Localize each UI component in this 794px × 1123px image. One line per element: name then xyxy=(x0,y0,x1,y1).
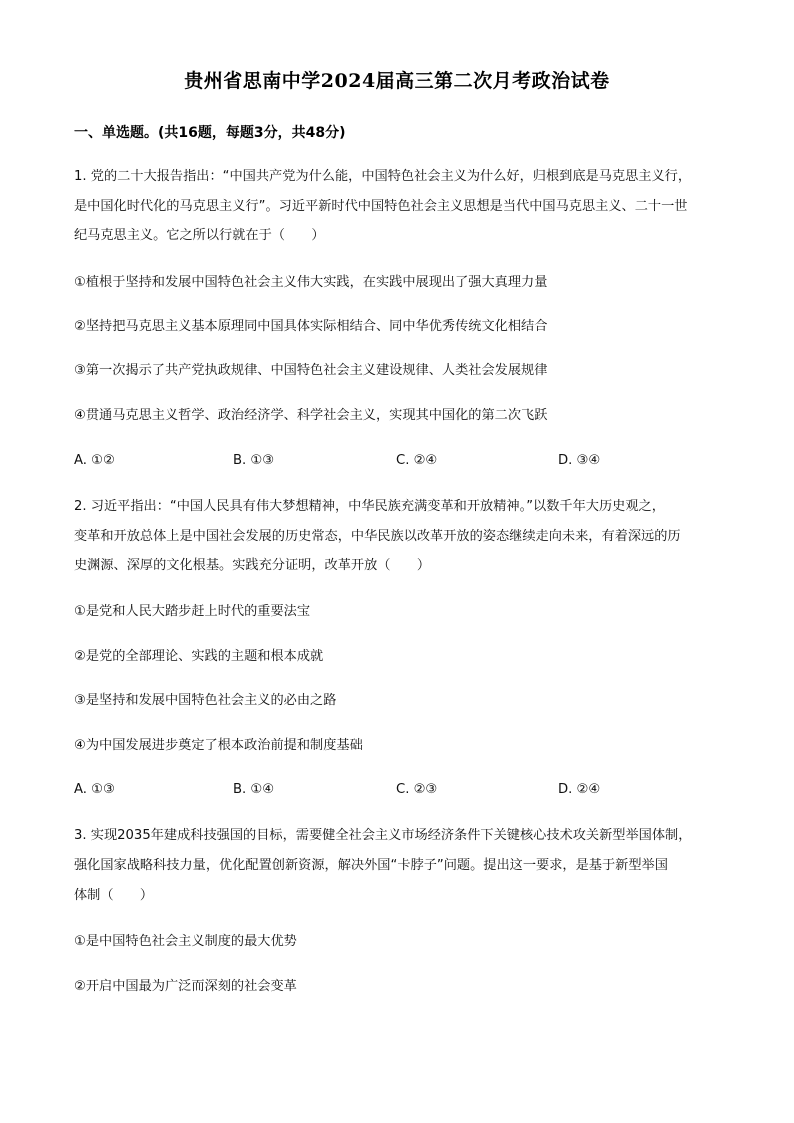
question-2-stem-line-3: 史渊源、深厚的文化根基。实践充分证明，改革开放（ ） xyxy=(74,558,431,573)
question-3-stem-line-1: 3. 实现2035年建成科技强国的目标，需要健全社会主义市场经济条件下关键核心技术攻关新型举国体制， xyxy=(74,828,692,843)
choice-a[interactable]: A. ①③ xyxy=(74,782,115,797)
question-2-stem-line-2: 变革和开放总体上是中国社会发展的历史常态，中华民族以改革开放的姿态继续走向未来，有着深远的历 xyxy=(74,529,681,544)
question-1-statement-4: ④贯通马克思主义哲学、政治经济学、科学社会主义，实现其中国化的第二次飞跃 xyxy=(74,408,548,423)
choice-c[interactable]: C. ②③ xyxy=(396,782,438,797)
question-2-statement-3: ③是坚持和发展中国特色社会主义的必由之路 xyxy=(74,693,337,708)
choice-c[interactable]: C. ②④ xyxy=(396,453,438,468)
question-2-statement-4: ④为中国发展进步奠定了根本政治前提和制度基础 xyxy=(74,738,363,753)
question-3-stem-line-2: 强化国家战略科技力量，优化配置创新资源，解决外国“卡脖子”问题。提出这一要求，是基于新型举国 xyxy=(74,858,668,873)
question-3-stem-line-3: 体制（ ） xyxy=(74,888,154,903)
question-1-statement-2: ②坚持把马克思主义基本原理同中国具体实际相结合、同中华优秀传统文化相结合 xyxy=(74,319,548,334)
choice-a[interactable]: A. ①② xyxy=(74,453,115,468)
question-2-choices xyxy=(74,780,734,800)
question-1-choices xyxy=(74,451,734,471)
exam-title: 贵州省思南中学2024届高三第二次月考政治试卷 xyxy=(184,70,610,92)
question-2-statement-2: ②是党的全部理论、实践的主题和根本成就 xyxy=(74,649,324,664)
question-2-stem-line-1: 2. 习近平指出：“中国人民具有伟大梦想精神，中华民族充满变革和开放精神。”以数千年大历史观之， xyxy=(74,499,665,514)
choice-b[interactable]: B. ①③ xyxy=(233,453,275,468)
question-1-stem-line-3: 纪马克思主义。它之所以行就在于（ ） xyxy=(74,228,325,243)
choice-b[interactable]: B. ①④ xyxy=(233,782,275,797)
choice-d[interactable]: D. ③④ xyxy=(558,453,601,468)
question-1-stem-line-2: 是中国化时代化的马克思主义行”。习近平新时代中国特色社会主义思想是当代中国马克思主义、二十一世 xyxy=(74,199,688,214)
question-1-statement-3: ③第一次揭示了共产党执政规律、中国特色社会主义建设规律、人类社会发展规律 xyxy=(74,363,548,378)
question-2-statement-1: ①是党和人民大踏步赶上时代的重要法宝 xyxy=(74,604,311,619)
choice-d[interactable]: D. ②④ xyxy=(558,782,601,797)
question-3-statement-2: ②开启中国最为广泛而深刻的社会变革 xyxy=(74,979,297,994)
question-3-statement-1: ①是中国特色社会主义制度的最大优势 xyxy=(74,934,297,949)
question-1-statement-1: ①植根于坚持和发展中国特色社会主义伟大实践，在实践中展现出了强大真理力量 xyxy=(74,275,548,290)
question-1-stem-line-1: 1. 党的二十大报告指出：“中国共产党为什么能，中国特色社会主义为什么好，归根到底是马克思主义行， xyxy=(74,169,692,184)
section-heading: 一、单选题。(共16题，每题3分，共48分) xyxy=(74,125,346,141)
